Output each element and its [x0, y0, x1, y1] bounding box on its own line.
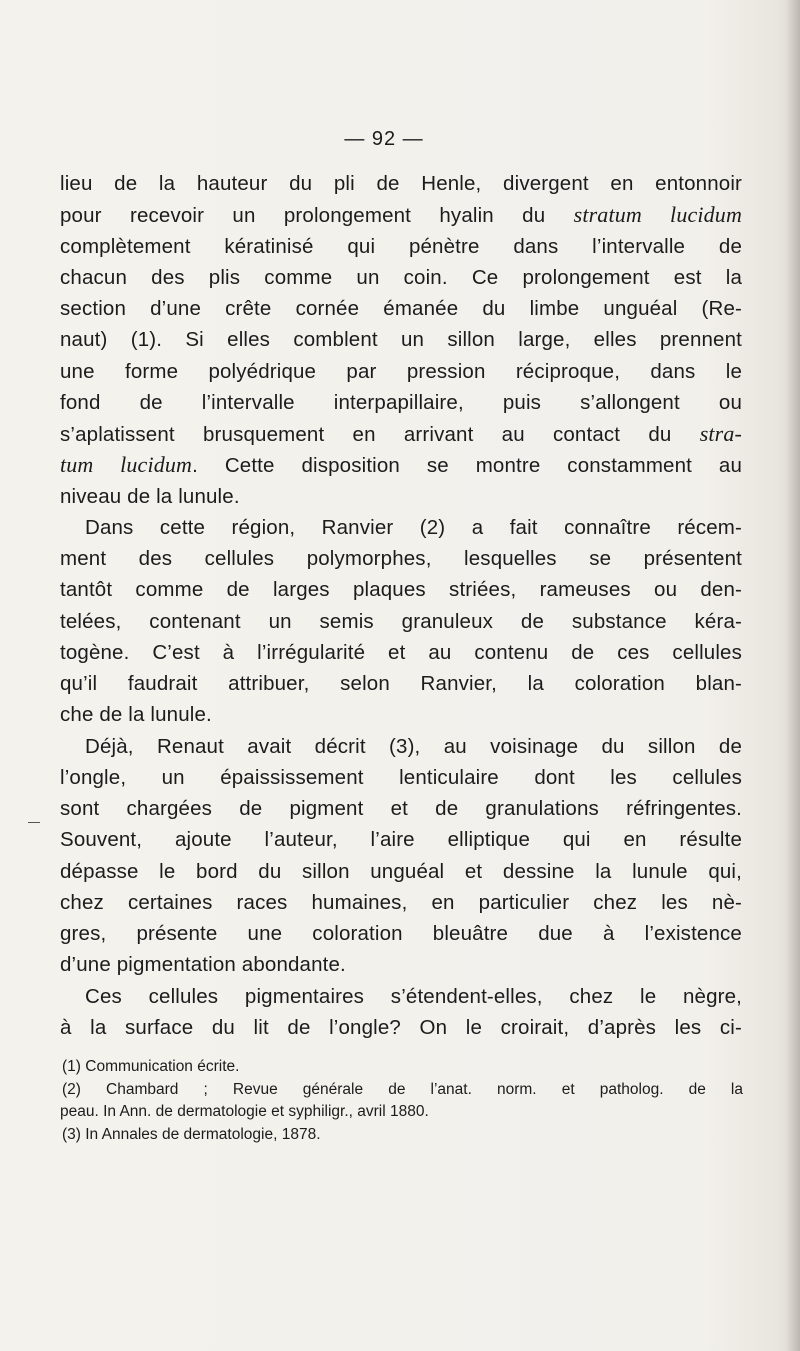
text-line: tantôt comme de larges plaques striées, rameuses ou den- [60, 578, 742, 602]
text-line: qu’il faudrait attribuer, selon Ranvier, la coloration blan- [60, 672, 742, 695]
text-line: telées, contenant un semis granuleux de substance kéra- [60, 609, 742, 633]
text-line: chez certaines races humaines, en particulier chez les nè- [60, 890, 742, 914]
page-edge-shadow [786, 0, 800, 1351]
text-line: tum lucidum. Cette disposition se montre constamment au [60, 452, 742, 478]
text-line: sont chargées de pigment et de granulations réfringentes. [60, 797, 742, 820]
text-line: togène. C’est à l’irrégularité et au contenu de ces cellules [60, 640, 742, 664]
text-line: niveau de la lunule. [60, 484, 240, 508]
text-line: lieu de la hauteur du pli de Henle, divergent en entonnoir [60, 172, 742, 195]
text-line: dépasse le bord du sillon unguéal et dessine la lunule qui, [60, 859, 742, 883]
text-line: che de la lunule. [60, 703, 212, 727]
text-line: Ces cellules pigmentaires s’étendent-elles, chez le nègre, [85, 984, 742, 1008]
italic-term: stratum lucidum [573, 202, 742, 228]
margin-mark [28, 822, 40, 823]
italic-term: stra- [699, 421, 742, 446]
footnote: (1) Communication écrite. [62, 1058, 240, 1075]
text-line: complètement kératinisé qui pénètre dans l’intervalle de [60, 234, 742, 258]
text-line: naut) (1). Si elles comblent un sillon large, elles prennent [60, 328, 742, 352]
text-line: l’ongle, un épaississement lenticulaire dont les cellules [60, 765, 742, 789]
text-line: gres, présente une coloration bleuâtre due à l’existence [60, 922, 742, 945]
text-line: pour recevoir un prolongement hyalin du stratum lucidum [60, 202, 742, 228]
footnotes [60, 1056, 743, 1146]
page-number: — 92 — [344, 128, 424, 150]
italic-term: tum lucidum [60, 452, 193, 478]
text-line: Souvent, ajoute l’auteur, l’aire elliptique qui en résulte [60, 828, 742, 852]
body-text [60, 168, 742, 1043]
text-line: Dans cette région, Ranvier (2) a fait connaître récem- [85, 515, 742, 539]
footnote: peau. In Ann. de dermatologie et syphiligr., avril 1880. [60, 1103, 429, 1120]
footnote: (2) Chambard ; Revue générale de l’anat. norm. et patholog. de la [62, 1080, 743, 1098]
text-line: fond de l’intervalle interpapillaire, puis s’allongent ou [60, 390, 742, 414]
text-line: s’aplatissent brusquement en arrivant au contact du stra- [60, 421, 742, 446]
footnote: (3) In Annales de dermatologie, 1878. [62, 1125, 321, 1143]
text-line: d’une pigmentation abondante. [60, 953, 346, 977]
text-line: section d’une crête cornée émanée du limbe unguéal (Re- [60, 297, 742, 320]
text-line: ment des cellules polymorphes, lesquelles se présentent [60, 547, 742, 570]
text-line: à la surface du lit de l’ongle? On le croirait, d’après les ci- [60, 1015, 742, 1039]
text-line: chacun des plis comme un coin. Ce prolongement est la [60, 265, 742, 289]
text-line: Déjà, Renaut avait décrit (3), au voisinage du sillon de [85, 734, 742, 758]
text-line: une forme polyédrique par pression réciproque, dans le [60, 359, 742, 383]
